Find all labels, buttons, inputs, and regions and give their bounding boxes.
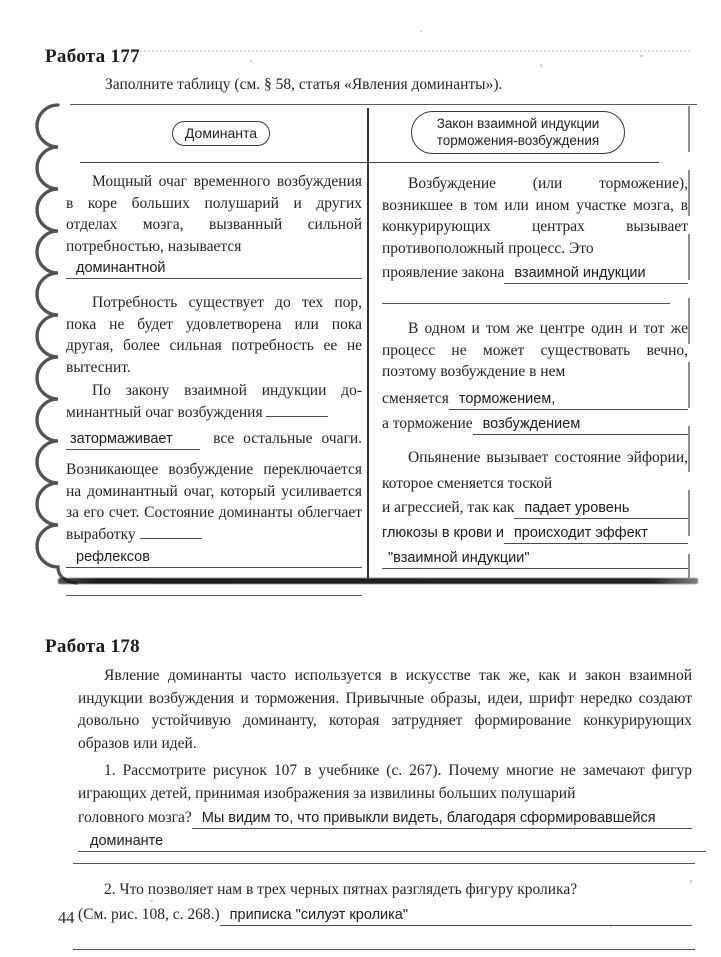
answer-refleksov: рефлексов — [66, 549, 362, 568]
section-separator-rule — [382, 302, 670, 304]
header-separator-left — [80, 162, 367, 163]
work-177-title: Работа 177 — [45, 46, 140, 67]
work-178-intro: Явление доминанты часто используется в искусстве так же, как и закон взаимной индукции возбуждения и торможения. Привычные образы, идеи, шрифт нередко создают довольно устойчивую доминанту, которая затрудняет формирование конкурирующих образов или идей. — [78, 667, 692, 752]
lead-a-tormozhenie: а торможение — [382, 414, 473, 432]
column-header-dominanta: Доминанта — [172, 121, 270, 146]
question-1-answer-row — [78, 809, 692, 829]
work-178-section — [45, 636, 695, 950]
scan-noise — [640, 55, 643, 57]
left-paragraph-3: По закону взаимной индукции доминантный очаг возбуждения — [66, 382, 362, 421]
table-right-border — [688, 106, 690, 578]
column-header-induction-law: Закон взаимной индукции торможения-возбуждения — [411, 111, 625, 154]
page-number: 44 — [58, 908, 75, 927]
answer-q2: приписка "силуэт кролика" — [220, 907, 692, 926]
answer-vzaimnoy-indukcii: взаимной индукции — [504, 265, 688, 284]
scan-noise — [250, 60, 252, 62]
empty-answer-rule — [66, 594, 362, 596]
scan-noise — [420, 30, 422, 32]
left-paragraph-2: Потребность существует до тех пор, пока не будет удовлетворена или пока другая, более сильная потребность ее не вытеснит. — [66, 294, 362, 376]
work-177-instruction: Заполните таблицу (см. § 58, статья «Явления доминанты»). — [105, 76, 503, 93]
right-paragraph-2: В одном и том же центре один и тот же процесс не может существовать вечно, поэтому возбуждение в нем — [382, 320, 688, 380]
lead-i-agressiey: и агрессией, так как — [382, 498, 515, 516]
table-right-column — [382, 173, 688, 569]
lead-golovnogo-mozga: головного мозга? — [78, 809, 192, 826]
scan-noise — [610, 925, 612, 927]
lead-smenyaetsya: сменяется — [382, 389, 449, 407]
right-paragraph-3: Опьянение вызывает состояние эйфории, которое сменяется тоской — [382, 448, 688, 492]
empty-answer-rule — [73, 862, 695, 864]
scan-noise — [540, 64, 542, 67]
left-paragraph-3-after: все остальные очаги. — [213, 430, 362, 447]
right-paragraph-1: Возбуждение (или торможение), возникшее в том или ином участке мозга, в конкурирующих центрах вызывает противоположный процесс. Это — [382, 175, 688, 257]
table-top-border — [70, 104, 697, 105]
lead-proyavlenie-zakona: проявление закона — [382, 264, 505, 281]
answer-vozbuzhdeniem: возбуждением — [473, 416, 688, 435]
question-2-answer-row — [78, 906, 692, 926]
question-2-text: 2. Что позволяет нам в трех черных пятнах разглядеть фигуру кролика? — [104, 881, 578, 898]
left-paragraph-4: Возникающее возбуждение переключается на доминантный очаг, который усиливается за его счет. Состояние доминанты облегчает выработку — [66, 461, 362, 543]
table-left-column — [66, 171, 362, 596]
scan-artifact-dashes — [132, 50, 690, 52]
blank-line — [140, 526, 202, 539]
answer-q1-line1: Мы видим то, что привыкли видеть, благодаря сформировавшейся — [192, 810, 692, 829]
empty-answer-rule — [73, 948, 695, 950]
question-1-text: 1. Рассмотрите рисунок 107 в учебнике (с. 267). Почему многие не замечают фигур играющих детей, принимая изображения за извилины больших полушарий — [78, 762, 692, 802]
answer-padaet-uroven: падает уровень — [514, 500, 688, 519]
blank-line — [266, 404, 328, 417]
answer-vzaimnoy-indukcii-quoted: "взаимной индукции" — [382, 550, 688, 569]
answer-zatormazhivaet: затормаживает — [66, 431, 200, 450]
header-separator-right — [367, 162, 659, 163]
lead-sm-ris-108: (См. рис. 108, с. 268.) — [78, 905, 220, 923]
left-paragraph-1: Мощный очаг временного возбуждения в коре больших полушарий и других отделах мозга, вызванный сильной потребностью, называется — [66, 173, 362, 255]
scan-noise — [150, 900, 153, 902]
answer-q1-line2: доминанте — [78, 833, 706, 852]
work-178-title: Работа 178 — [45, 636, 140, 657]
answer-tormozheniem: торможением, — [449, 391, 688, 410]
answer-glyukozy: глюкозы в крови и — [382, 524, 504, 541]
table-column-divider — [367, 108, 369, 578]
scan-noise — [690, 880, 692, 883]
answer-proishodit-effekt: происходит эффект — [504, 525, 688, 544]
answer-dominantnoy: доминантной — [66, 260, 362, 279]
